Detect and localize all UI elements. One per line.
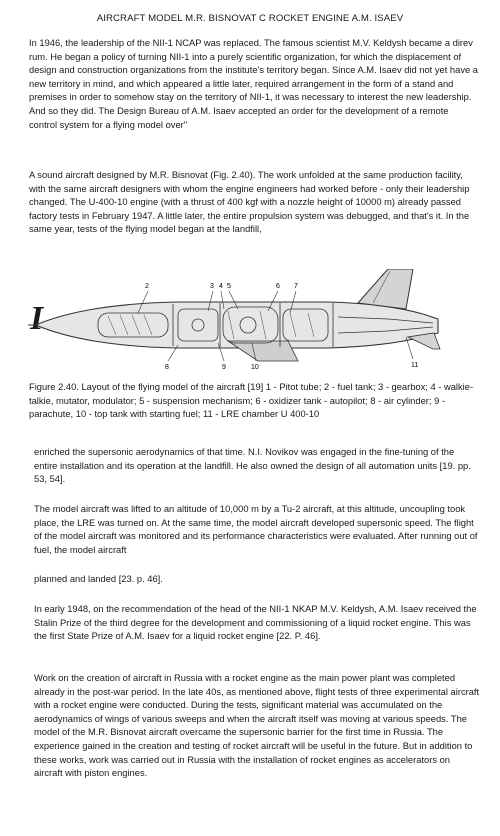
figure-roman-label: I xyxy=(30,300,44,337)
paragraph-6: In early 1948, on the recommendation of the head of the NII-1 NKAP M.V. Keldysh, A.M. Isaev received the Stalin Prize of the third degree for the development and commissioning of a liquid rocket engine. This was the first State Prize of A.M. Isaev for a liquid rocket engine [22. P. 46]. xyxy=(34,604,477,642)
callout-8: 8 xyxy=(165,364,169,371)
callout-9: 9 xyxy=(222,364,226,371)
paragraph-3: enriched the supersonic aerodynamics of that time. N.I. Novikov was engaged in the fine-tuning of the entire installation and its operation at the landfill. He also owned the design of all automation units [19. pp. 53, 54]. xyxy=(34,447,471,485)
paragraph-7: Work on the creation of aircraft in Russia with a rocket engine as the main power plant was completed already in the post-war period. In the late 40s, as mentioned above, flight tests of three experimental aircraft with a rocket engine were conducted. During the tests, significant material was accumulated on the aerodynamics of wings of various sweeps and when the aircraft itself was moving at various speeds. The model of the M.R. Bisnovat aircraft overcame the supersonic barrier for the first time in Russia. The experience gained in the creation and testing of rocket aircraft will be useful in the future. But in addition to these works, work was carried out in Russia with the installation of rocket engines as accelerators on aircraft with piston engines. xyxy=(34,673,480,779)
callout-5: 5 xyxy=(227,283,231,290)
callout-4: 4 xyxy=(219,283,223,290)
callout-7: 7 xyxy=(294,283,298,290)
callout-3: 3 xyxy=(210,283,214,290)
aircraft-layout-drawing xyxy=(28,269,468,377)
figure-caption: Figure 2.40. Layout of the flying model of the aircraft [19] 1 - Pitot tube; 2 - fuel tank; 3 - gearbox; 4 - walkie-talkie, mutator, modulator; 5 - suspension mechanism; 6 - oxidizer tank - autopilot; 8 - air cylinder; 9 - parachute, 10 - top tank with starting fuel; 11 - LRE chamber U 400-10 xyxy=(29,382,474,420)
callout-11: 11 xyxy=(411,362,419,369)
paragraph-4: The model aircraft was lifted to an altitude of 10,000 m by a Tu-2 aircraft, at this altitude, uncoupling took place, the LRE was turned on. At the same time, the model aircraft developed supersonic speed. The flight of the model aircraft was monitored and its performance characteristics were evaluated. After running out of fuel, the model aircraft xyxy=(34,504,478,555)
paragraph-2: A sound aircraft designed by M.R. Bisnovat (Fig. 2.40). The work unfolded at the same production facility, with the same aircraft designers with whom the engine engineers had worked before - only their leadership changed. The U-400-10 engine (with a thrust of 400 kgf with a nozzle height of 10000 m) already passed factory tests in February 1947. A little later, the entire propulsion system was debugged, and that's it. In the same year, tests of the flying model began at the landfill, xyxy=(29,170,470,235)
callout-2: 2 xyxy=(145,283,149,290)
callout-10: 10 xyxy=(251,364,259,371)
paragraph-1: In 1946, the leadership of the NII-1 NCAP was replaced. The famous scientist M.V. Keldysh became a direv rum. He began a policy of turning NII-1 into a purely scientific organization, for which the displacement of design and construction organizations from the institute's territory began. Since A.M. Isaev did not yet have a new territory in mind, and which appeared a little later, required arrangement in the form of a stand and premises in order to somehow stay on the territory of NII-1, it was necessary to interest the new leadership. And so they did. The Design Bureau of A.M. Isaev accepted an order for the development of a remote control system for a flying model over" xyxy=(29,38,478,130)
callout-6: 6 xyxy=(276,283,280,290)
document-title: AIRCRAFT MODEL M.R. BISNOVAT C ROCKET ENGINE A.M. ISAEV xyxy=(96,13,404,24)
paragraph-5: planned and landed [23. p. 46]. xyxy=(34,574,163,584)
